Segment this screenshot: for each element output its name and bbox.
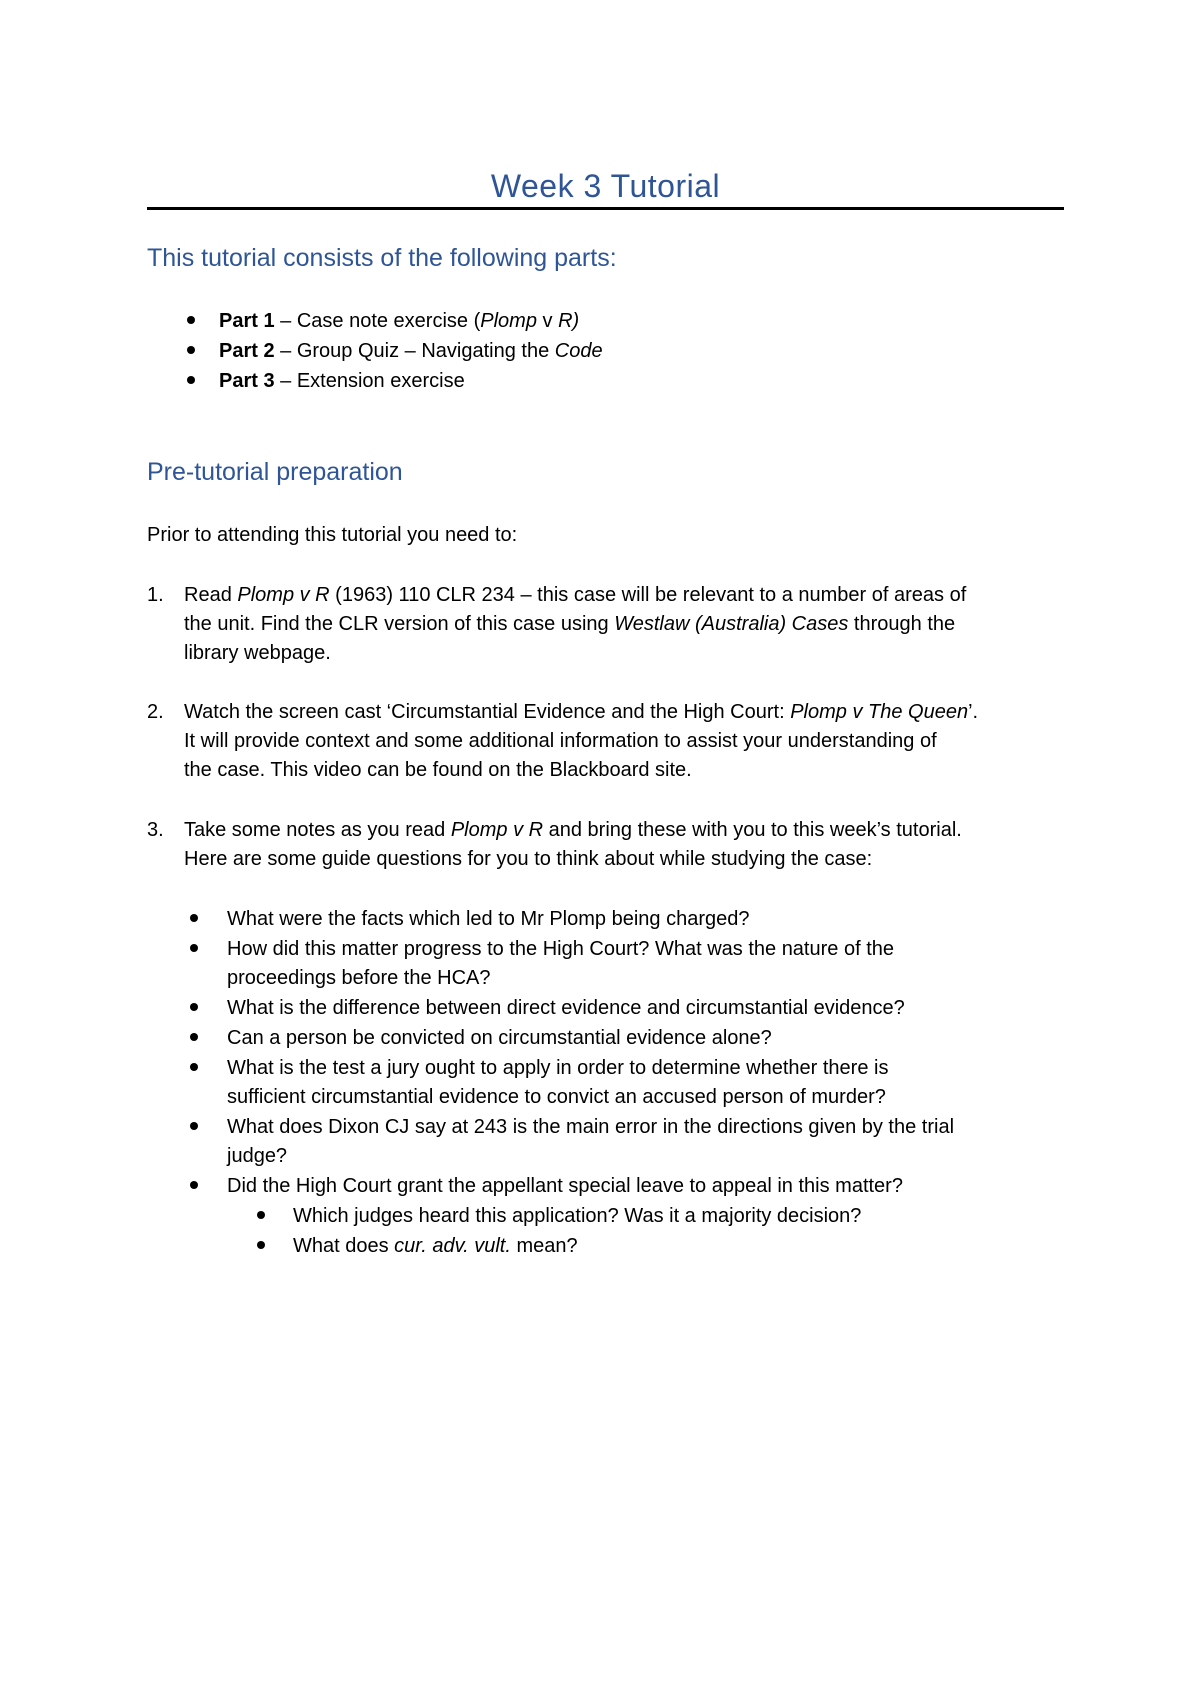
part-label: Part 3	[219, 370, 275, 392]
question-item: What were the facts which led to Mr Plomp being charged?	[227, 908, 750, 930]
part-2-item	[219, 336, 603, 366]
bullet-icon	[187, 316, 195, 324]
sub-question-item: Which judges heard this application? Was it a majority decision?	[293, 1205, 862, 1227]
step-text: Read	[184, 584, 238, 606]
case-name: Plomp v The Queen	[790, 701, 969, 723]
part-3-item	[219, 366, 465, 396]
question-item-continued: judge?	[227, 1145, 288, 1167]
latin-term: cur. adv. vult.	[394, 1235, 511, 1257]
bullet-icon	[190, 1122, 198, 1130]
question-item: Can a person be convicted on circumstantial evidence alone?	[227, 1027, 772, 1049]
intro-heading: This tutorial consists of the following parts:	[147, 244, 617, 272]
part-italic: Plomp	[480, 310, 537, 332]
question-item: How did this matter progress to the High Court? What was the nature of the	[227, 938, 894, 960]
question-item: What is the test a jury ought to apply in order to determine whether there is	[227, 1057, 889, 1079]
part-text: v	[536, 310, 559, 332]
question-text: mean?	[510, 1235, 578, 1257]
page-title: Week 3 Tutorial	[490, 168, 721, 204]
bullet-icon	[190, 944, 198, 952]
part-label: Part 2	[219, 340, 275, 362]
bullet-icon	[187, 346, 195, 354]
bullet-icon	[187, 376, 195, 384]
question-item-continued: sufficient circumstantial evidence to convict an accused person of murder?	[227, 1086, 886, 1108]
step-text: through the	[848, 613, 956, 635]
question-item: What does Dixon CJ say at 243 is the main error in the directions given by the trial	[227, 1116, 955, 1138]
step-text: the unit. Find the CLR version of this case using	[184, 613, 615, 635]
bullet-icon	[190, 1063, 198, 1071]
question-text: What does	[293, 1235, 395, 1257]
question-item: What is the difference between direct evidence and circumstantial evidence?	[227, 997, 905, 1019]
step-text: and bring these with you to this week’s tutorial.	[543, 819, 962, 841]
title-underline	[147, 207, 1064, 210]
question-item-continued: proceedings before the HCA?	[227, 967, 491, 989]
step-1-line-3: library webpage.	[184, 642, 331, 664]
step-text: ’.	[968, 701, 979, 723]
step-1-line-1	[184, 580, 966, 610]
step-number: 1.	[147, 584, 164, 606]
part-label: Part 1	[219, 310, 275, 332]
step-2-line-2: It will provide context and some additional information to assist your understanding of	[184, 730, 937, 752]
sub-question-item	[293, 1231, 578, 1261]
bullet-icon	[190, 1003, 198, 1011]
step-text: Watch the screen cast ‘Circumstantial Evidence and the High Court:	[184, 701, 791, 723]
case-name: Plomp v R	[450, 819, 544, 841]
step-3-line-2: Here are some guide questions for you to think about while studying the case:	[184, 848, 873, 870]
prior-text: Prior to attending this tutorial you need to:	[147, 524, 518, 546]
bullet-icon	[257, 1211, 265, 1219]
step-1-line-2	[184, 609, 955, 639]
prep-heading: Pre-tutorial preparation	[147, 458, 403, 486]
part-text: – Extension exercise	[274, 370, 465, 392]
bullet-icon	[257, 1241, 265, 1249]
bullet-icon	[190, 1181, 198, 1189]
part-text: – Group Quiz – Navigating the	[274, 340, 555, 362]
step-text: Take some notes as you read	[184, 819, 451, 841]
case-name: Plomp v R	[237, 584, 330, 606]
step-number: 2.	[147, 701, 164, 723]
question-item: Did the High Court grant the appellant special leave to appeal in this matter?	[227, 1175, 903, 1197]
step-2-line-1	[184, 697, 978, 727]
part-text: – Case note exercise (	[274, 310, 481, 332]
step-number: 3.	[147, 819, 164, 841]
step-3-line-1	[184, 815, 962, 845]
part-1-item	[219, 306, 579, 336]
bullet-icon	[190, 1033, 198, 1041]
database-name: Westlaw (Australia) Cases	[614, 613, 849, 635]
part-italic: Code	[554, 340, 603, 362]
part-italic: R)	[558, 310, 580, 332]
step-2-line-3: the case. This video can be found on the Blackboard site.	[184, 759, 692, 781]
step-text: (1963) 110 CLR 234 – this case will be relevant to a number of areas of	[329, 584, 967, 606]
bullet-icon	[190, 914, 198, 922]
